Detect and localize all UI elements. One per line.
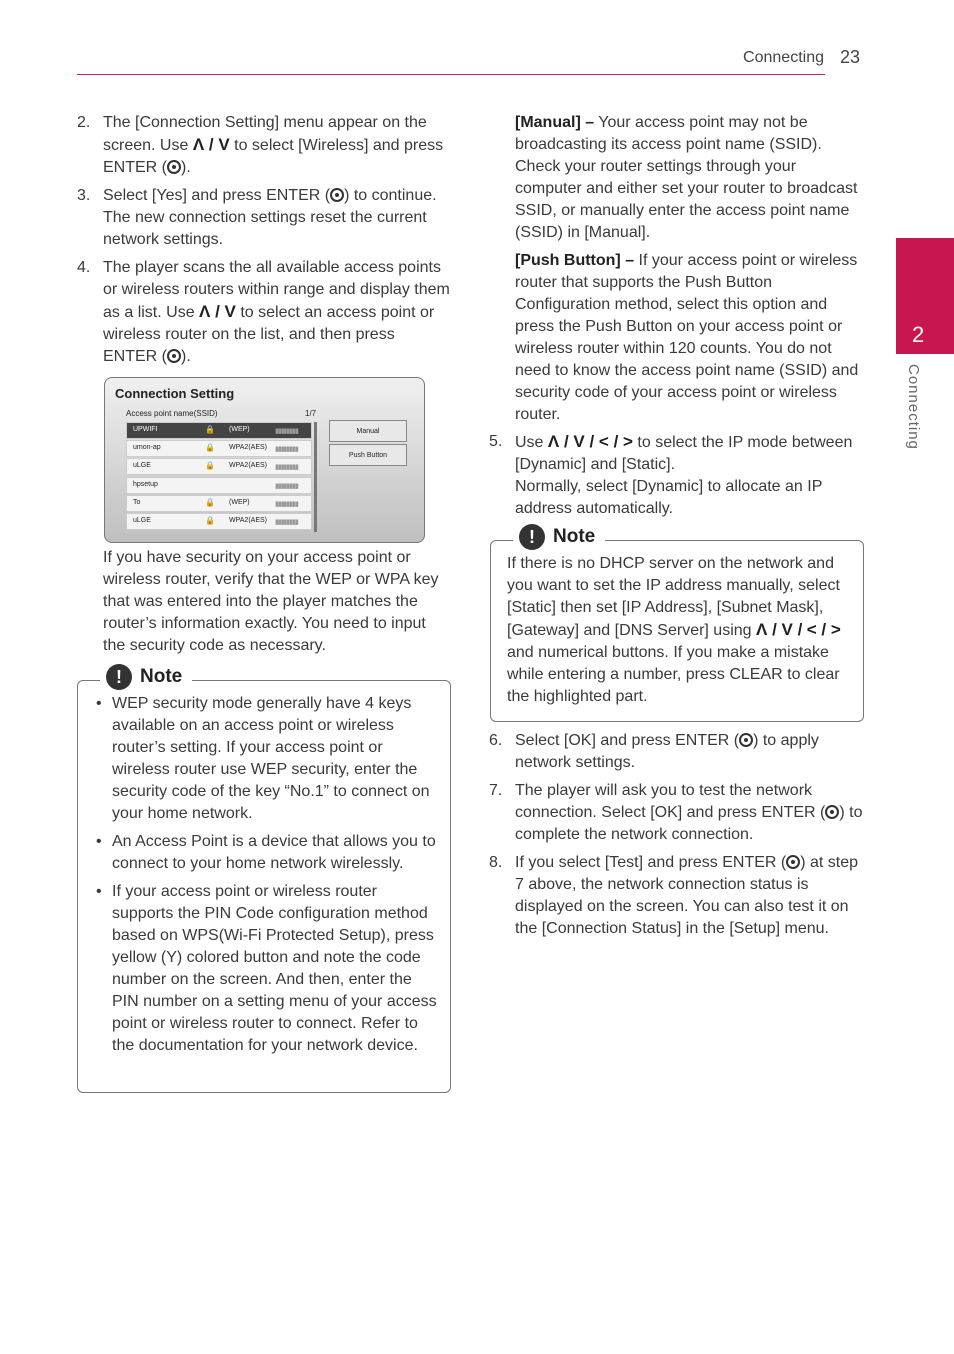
chapter-label: Connecting — [905, 364, 922, 450]
manual-option: [Manual] – Your access point may not be broadcasting its access point name (SSID). Check your router settings through your computer and either set your router to broadcast SSID, or manually enter the access point name (SSID) in [Manual]. — [515, 114, 858, 241]
enter-icon — [330, 188, 344, 202]
note-box-right — [490, 526, 864, 722]
step-4: 4. The player scans the all available access points or wireless routers within range and display them as a list. Use Λ / V to select an access point or wireless router on the list, and then press ENTER ( ). — [77, 259, 450, 365]
step-8: 8. If you select [Test] and press ENTER ( ) at step 7 above, the network connection status is displayed on the screen. You can also test it on the [Connection Status] in the [Setup] menu. — [489, 854, 859, 937]
push-button-option: [Push Button] – If your access point or wireless router that supports the Push Button Configuration method, select this option and press the Push Button on your access point or wireless router within 120 counts. You do not need to know the access point name (SSID) and security code of your access point or wireless router. — [515, 252, 859, 423]
lock-icon: 🔒 — [205, 497, 215, 507]
up-down-arrows-icon: Λ / V — [192, 135, 230, 154]
enter-icon — [739, 733, 753, 747]
lock-icon: 🔒 — [205, 515, 215, 525]
note-bullet: • An Access Point is a device that allows you to connect to your home network wirelessly. — [94, 831, 440, 875]
screen-title: Connection Setting — [115, 386, 235, 401]
step-2: 2. The [Connection Setting] menu appear on the screen. Use Λ / V to select [Wireless] and press ENTER ( ). — [77, 114, 444, 176]
access-point-row[interactable]: To 🔒 (WEP) ▮▮▮▮▮▮▮▮ — [126, 495, 312, 512]
manual-button[interactable]: Manual — [329, 420, 407, 442]
note-text: If there is no DHCP server on the network and you want to set the IP address manually, select [Static] then set [IP Address], [Subnet Mask], [Gateway] and [DNS Server] using Λ / V / < / > and numerical buttons. If you make a mistake while entering a number, press CLEAR to clear the highlighted part. — [507, 555, 841, 705]
header-rule — [77, 74, 825, 75]
left-column — [77, 112, 453, 374]
lock-icon: 🔒 — [205, 443, 215, 453]
chapter-tab — [896, 238, 954, 354]
note-bullet: • WEP security mode generally have 4 keys available on an access point or wireless router’s setting. If your access point or wireless router use WEP security, enter the security code of the key “No.1” to connect on your home network. — [94, 693, 440, 825]
push-button-button[interactable]: Push Button — [329, 444, 407, 466]
lock-icon: 🔒 — [205, 461, 215, 471]
chapter-number: 2 — [912, 322, 925, 347]
running-header-section: Connecting — [743, 49, 824, 66]
note-heading: ! Note — [513, 524, 605, 550]
step-3: 3. Select [Yes] and press ENTER ( ) to continue. The new connection settings reset the current network settings. — [77, 187, 437, 248]
signal-icon: ▮▮▮▮▮▮▮▮ — [275, 428, 298, 435]
access-point-row[interactable]: uLGE 🔒 WPA2(AES) ▮▮▮▮▮▮▮▮ — [126, 458, 312, 475]
note-heading: ! Note — [100, 664, 192, 690]
left-right-arrows-icon: < / > — [806, 620, 841, 639]
enter-icon — [167, 160, 181, 174]
access-point-row[interactable]: uLGE 🔒 WPA2(AES) ▮▮▮▮▮▮▮▮ — [126, 513, 312, 530]
lock-icon: 🔒 — [205, 425, 215, 434]
exclamation-icon: ! — [519, 524, 545, 550]
signal-icon: ▮▮▮▮▮▮▮▮ — [275, 446, 298, 454]
access-point-row[interactable]: umon-ap 🔒 WPA2(AES) ▮▮▮▮▮▮▮▮ — [126, 440, 312, 457]
direction-arrows-icon: Λ / V / — [756, 620, 803, 639]
security-paragraph: If you have security on your access point or wireless router, verify that the WEP or WPA key that was entered into the player matches the router’s information exactly. You need to input the security code as necessary. — [103, 549, 439, 654]
step-6: 6. Select [OK] and press ENTER ( ) to apply network settings. — [489, 732, 819, 771]
exclamation-icon: ! — [106, 664, 132, 690]
access-point-row[interactable]: UPWIFI 🔒 (WEP) ▮▮▮▮▮▮▮▮ — [126, 422, 312, 439]
signal-icon: ▮▮▮▮▮▮▮▮ — [275, 518, 298, 526]
enter-icon — [167, 349, 181, 363]
enter-icon — [786, 855, 800, 869]
connection-setting-screenshot — [104, 377, 425, 543]
step-7: 7. The player will ask you to test the network connection. Select [OK] and press ENTER ( ) to complete the network connection. — [489, 782, 863, 843]
direction-arrows-icon: Λ / V / < / > — [547, 432, 633, 451]
enter-icon — [825, 805, 839, 819]
note-bullet: • If your access point or wireless router supports the PIN Code configuration method based on WPS(Wi-Fi Protected Setup), press yellow (Y) colored button and note the code number on the screen. And then, enter the PIN number on a setting menu of your access point or wireless router to connect. Refer to the documentation for your network device. — [94, 881, 440, 1057]
signal-icon: ▮▮▮▮▮▮▮▮ — [275, 464, 298, 472]
signal-icon: ▮▮▮▮▮▮▮▮ — [275, 482, 298, 490]
access-point-row[interactable]: hpsetup ▮▮▮▮▮▮▮▮ — [126, 477, 312, 494]
note-bullets — [94, 693, 440, 1063]
list-scrollbar[interactable] — [314, 422, 317, 532]
screen-subtitle: Access point name(SSID) — [126, 409, 218, 418]
signal-icon: ▮▮▮▮▮▮▮▮ — [275, 500, 298, 508]
screen-page-indicator: 1/7 — [305, 409, 317, 418]
access-point-list — [126, 422, 312, 531]
note-box-left — [77, 666, 451, 1093]
up-down-arrows-icon: Λ / V — [199, 302, 236, 321]
right-steps — [489, 730, 865, 946]
page-number: 23 — [840, 47, 861, 67]
step-5: 5. Use Λ / V / < / > to select the IP mode between [Dynamic] and [Static]. Normally, select [Dynamic] to allocate an IP address automatically. — [489, 432, 853, 517]
